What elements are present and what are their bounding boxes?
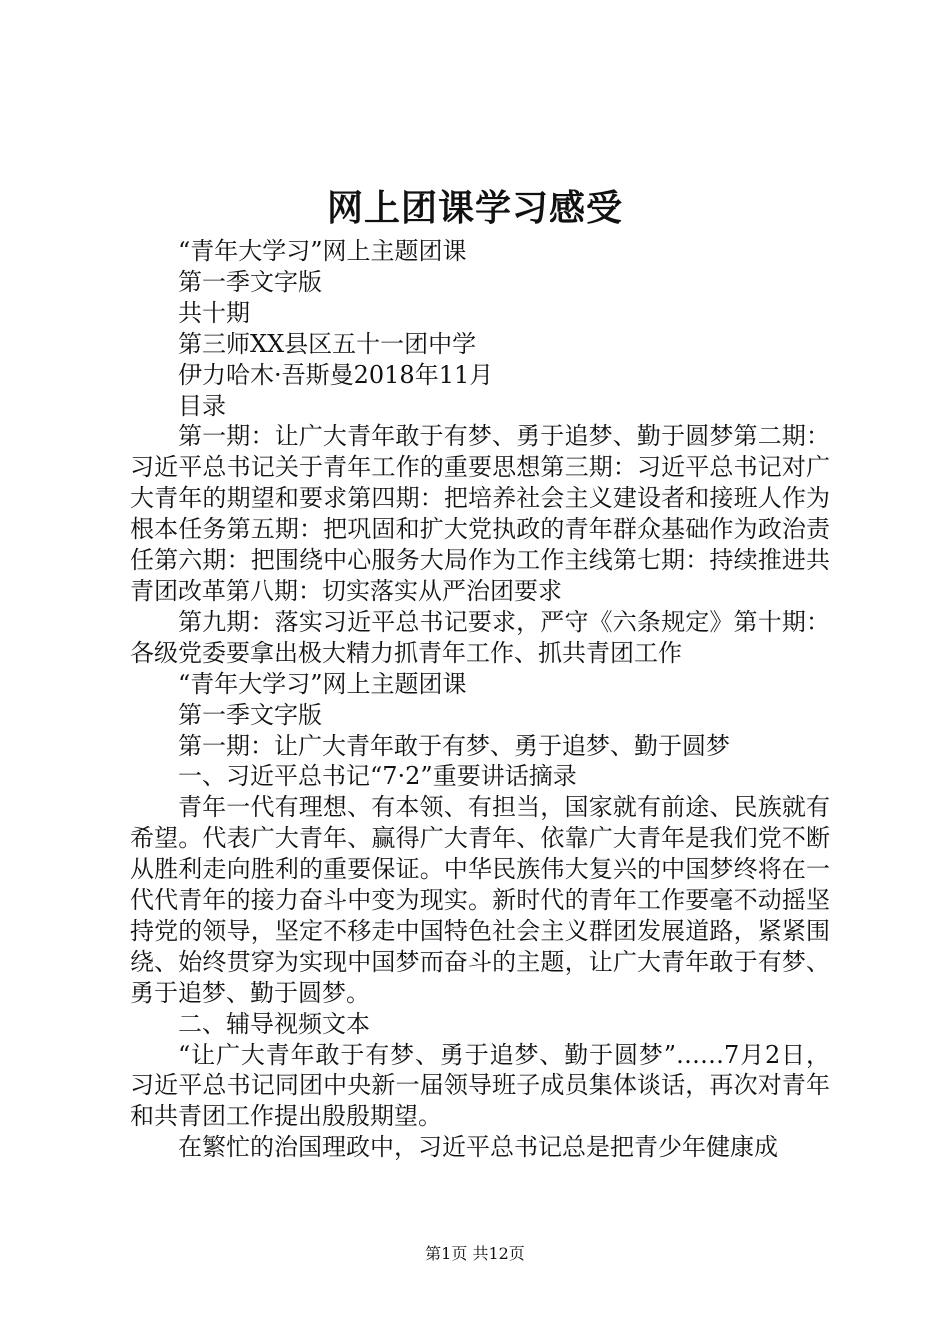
paragraph: 二、辅导视频文本 — [178, 1009, 370, 1038]
document-body — [130, 236, 830, 1163]
paragraph: 第一期：让广大青年敢于有梦、勇于追梦、勤于圆梦第二期：习近平总书记关于青年工作的重要思想第三期：习近平总书记对广大青年的期望和要求第四期：把培养社会主义建设者和接班人作为根本任务第五期：把巩固和扩大党执政的青年群众基础作为政治责任第六期：把围绕中心服务大局作为工作主线第七期：持续推进共青团改革第八期：切实落实从严治团要求 — [130, 422, 830, 605]
paragraph: 第一季文字版 — [178, 700, 322, 729]
paragraph: “青年大学习”网上主题团课 — [178, 237, 467, 265]
paragraph: 一、习近平总书记“7·2”重要讲话摘录 — [178, 762, 577, 791]
paragraph: 目录 — [178, 391, 226, 420]
paragraph: 第一季文字版 — [178, 267, 322, 296]
document-title: 网上团课学习感受 — [326, 187, 623, 229]
paragraph: “青年大学习”网上主题团课 — [178, 669, 467, 698]
paragraph: 在繁忙的治国理政中，习近平总书记总是把青少年健康成 — [178, 1133, 778, 1162]
page-footer: 第1页 共12页 — [425, 1244, 525, 1263]
paragraph: 共十期 — [178, 298, 250, 327]
paragraph: 伊力哈木·吾斯曼2018年11月 — [178, 360, 494, 389]
paragraph: 第三师XX县区五十一团中学 — [178, 329, 477, 358]
paragraph: 第一期：让广大青年敢于有梦、勇于追梦、勤于圆梦 — [178, 731, 730, 760]
paragraph: “让广大青年敢于有梦、勇于追梦、勤于圆梦”……7月2日，习近平总书记同团中央新一届领导班子成员集体谈话，再次对青年和共青团工作提出殷殷期望。 — [130, 1040, 830, 1131]
paragraph: 第九期：落实习近平总书记要求，严守《六条规定》第十期：各级党委要拿出极大精力抓青年工作、抓共青团工作 — [130, 607, 830, 667]
paragraph: 青年一代有理想、有本领、有担当，国家就有前途、民族就有希望。代表广大青年、赢得广大青年、依靠广大青年是我们党不断从胜利走向胜利的重要保证。中华民族伟大复兴的中国梦终将在一代代青年的接力奋斗中变为现实。新时代的青年工作要毫不动摇坚持党的领导，坚定不移走中国特色社会主义群团发展道路，紧紧围绕、始终贯穿为实现中国梦而奋斗的主题，让广大青年敢于有梦、勇于追梦、勤于圆梦。 — [130, 793, 830, 1007]
